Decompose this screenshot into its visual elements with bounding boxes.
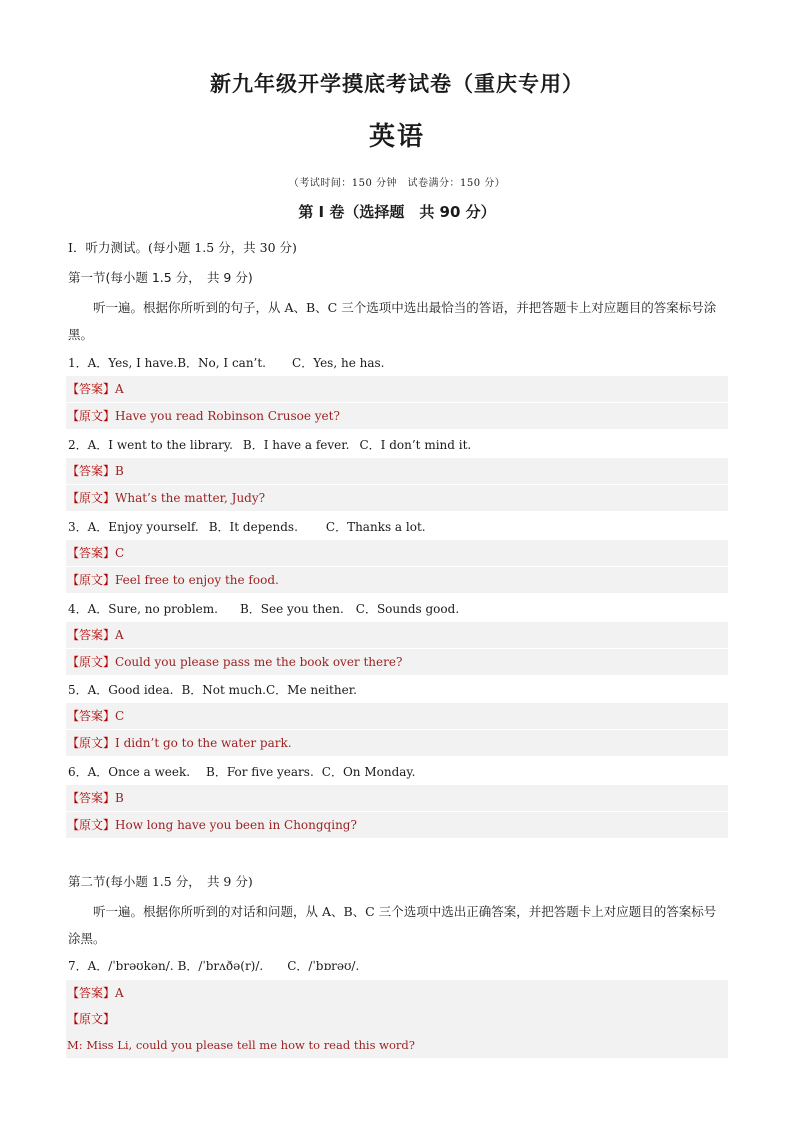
option-a: A．Once a week. xyxy=(87,765,191,779)
original-text: How long have you been in Chongqing? xyxy=(115,818,357,832)
original-label: 【原文】 xyxy=(67,491,116,505)
answer-label: 【答案】 xyxy=(67,464,116,478)
original-row-1 xyxy=(66,403,728,429)
option-b: B．Not much. xyxy=(181,683,266,697)
answer-value: A xyxy=(115,628,124,642)
answer-label: 【答案】 xyxy=(67,986,116,1000)
question-1 xyxy=(68,354,384,371)
answer-value: C xyxy=(115,546,125,560)
original-row-4 xyxy=(66,649,728,675)
question-3 xyxy=(68,518,426,535)
question-number: 5． xyxy=(68,683,88,697)
subject-title: 英语 xyxy=(368,122,425,152)
answer-label: 【答案】 xyxy=(67,791,116,805)
option-b: B．No, I can’t. xyxy=(177,356,267,370)
original-row-6 xyxy=(66,812,728,838)
original-text: Could you please pass me the book over there? xyxy=(115,655,403,669)
question-4 xyxy=(68,600,459,617)
answer-value: A xyxy=(115,986,124,1000)
option-b: B．See you then. xyxy=(239,602,344,616)
original-row-3 xyxy=(66,567,728,593)
option-a: A．Enjoy yourself. xyxy=(87,520,199,534)
option-c: C．Sounds good. xyxy=(355,602,460,616)
answer-value: C xyxy=(115,709,125,723)
section1-subheading: 第一节(每小题 1.5 分， 共 9 分) xyxy=(68,270,253,285)
option-b: B．For five years. xyxy=(206,765,314,779)
question-2 xyxy=(68,436,471,453)
answer-row-4 xyxy=(66,622,728,648)
question-number: 1． xyxy=(68,356,88,370)
page-title: 新九年级开学摸底考试卷（重庆专用） xyxy=(210,72,584,96)
answer-row-3 xyxy=(66,540,728,566)
option-b: B．I have a fever. xyxy=(242,438,350,452)
original-label: 【原文】 xyxy=(67,573,116,587)
option-b: B．It depends. xyxy=(208,520,298,534)
answer-value: A xyxy=(115,382,124,396)
question-number: 6． xyxy=(68,765,88,779)
original-text: Feel free to enjoy the food. xyxy=(115,573,279,587)
option-a: A．I went to the library. xyxy=(87,438,233,452)
question-number: 4． xyxy=(68,602,88,616)
original-row-5 xyxy=(66,730,728,756)
answer-row-5 xyxy=(66,703,728,729)
section2-instructions: 听一遍。根据你所听到的对话和问题，从 A、B、C 三个选项中选出正确答案，并把答题卡上对应题目的答案标号涂黑。 xyxy=(68,904,717,946)
answer-label: 【答案】 xyxy=(67,709,116,723)
answer-row-1 xyxy=(66,376,728,402)
option-c: C．On Monday. xyxy=(321,765,416,779)
answer-label: 【答案】 xyxy=(67,546,116,560)
original-row-2 xyxy=(66,485,728,511)
answer-row-6 xyxy=(66,785,728,811)
section1-instructions: 听一遍。根据你所听到的句子，从 A、B、C 三个选项中选出最恰当的答语，并把答题卡上对应题目的答案标号涂黑。 xyxy=(68,300,717,342)
exam-info: （考试时间：150 分钟 试卷满分：150 分） xyxy=(288,178,506,189)
dialogue-row-7 xyxy=(66,1032,728,1058)
answer-label: 【答案】 xyxy=(67,628,116,642)
option-b: B．/ˈbrʌðə(r)/. xyxy=(177,959,264,973)
section2-subheading: 第二节(每小题 1.5 分， 共 9 分) xyxy=(68,874,253,889)
part-title: 第 I 卷（选择题 共 90 分） xyxy=(298,203,496,221)
answer-label: 【答案】 xyxy=(67,382,116,396)
option-a: A．Yes, I have. xyxy=(87,356,178,370)
option-a: A．Good idea. xyxy=(87,683,174,697)
option-c: C．/ˈbɒrəʊ/. xyxy=(287,959,360,973)
option-c: C．Yes, he has. xyxy=(292,356,385,370)
answer-row-2 xyxy=(66,458,728,484)
dialogue-text: M: Miss Li, could you please tell me how to read this word? xyxy=(67,1038,415,1052)
original-row-7 xyxy=(66,1006,728,1032)
answer-value: B xyxy=(115,464,124,478)
original-label: 【原文】 xyxy=(67,409,116,423)
question-6 xyxy=(68,763,415,780)
option-c: C．Thanks a lot. xyxy=(325,520,426,534)
answer-row-7 xyxy=(66,980,728,1006)
question-number: 7． xyxy=(68,959,88,973)
original-label: 【原文】 xyxy=(67,655,116,669)
question-number: 2． xyxy=(68,438,88,452)
original-text: I didn’t go to the water park. xyxy=(115,736,292,750)
original-label: 【原文】 xyxy=(67,736,116,750)
section-heading: Ⅰ．听力测试。(每小题 1.5 分，共 30 分) xyxy=(68,240,297,255)
original-label: 【原文】 xyxy=(67,1012,116,1026)
question-7 xyxy=(68,957,359,974)
original-label: 【原文】 xyxy=(67,818,116,832)
question-number: 3． xyxy=(68,520,88,534)
option-c: C．Me neither. xyxy=(266,683,357,697)
option-c: C．I don’t mind it. xyxy=(359,438,472,452)
option-a: A．/ˈbrəʊkən/. xyxy=(87,959,174,973)
original-text: Have you read Robinson Crusoe yet? xyxy=(115,409,340,423)
question-5 xyxy=(68,681,357,698)
original-text: What’s the matter, Judy? xyxy=(115,491,266,505)
option-a: A．Sure, no problem. xyxy=(87,602,218,616)
answer-value: B xyxy=(115,791,124,805)
